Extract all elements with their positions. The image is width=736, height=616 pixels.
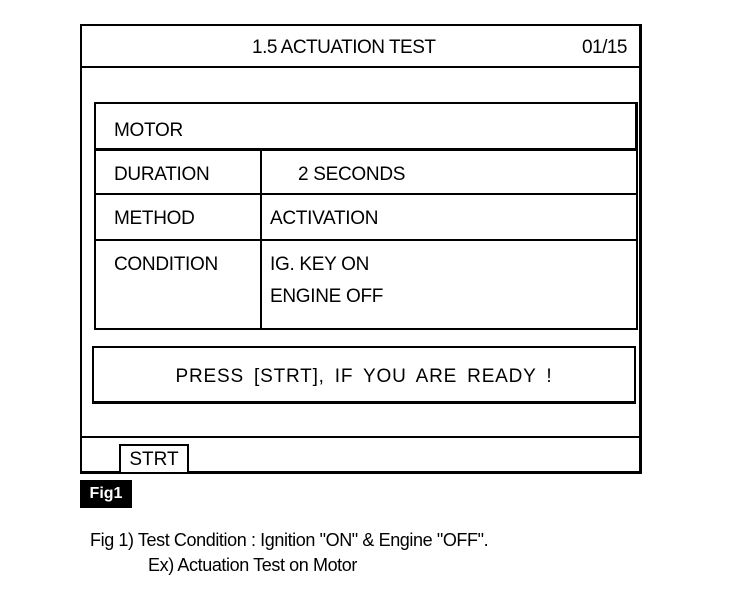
actuation-test-table [94, 102, 638, 330]
caption-line-1: Fig 1) Test Condition : Ignition "ON" & Engine "OFF". [90, 530, 489, 550]
caption-line-2: Ex) Actuation Test on Motor [148, 555, 357, 575]
screen-title: 1.5 ACTUATION TEST [252, 37, 436, 58]
condition-value-line1: IG. KEY ON [270, 254, 370, 275]
duration-row [95, 150, 637, 195]
method-value: ACTIVATION [270, 208, 379, 229]
condition-label-cell [95, 240, 261, 329]
condition-label: CONDITION [114, 254, 218, 275]
method-value-cell [261, 194, 637, 240]
strt-button[interactable]: STRT [119, 444, 189, 472]
test-item-cell [95, 103, 637, 150]
title-bar [82, 26, 639, 68]
page-indicator: 01/15 [581, 37, 627, 58]
scan-tool-screen [80, 24, 642, 474]
test-item-row [95, 103, 637, 150]
ready-prompt: PRESS [STRT], IF YOU ARE READY ! [92, 346, 636, 404]
test-item-label: MOTOR [114, 120, 183, 141]
softkey-divider [82, 436, 639, 438]
condition-value-cell [261, 240, 637, 329]
condition-row [95, 240, 637, 329]
duration-label-cell [95, 150, 261, 195]
method-label: METHOD [114, 208, 195, 229]
condition-value-line2: ENGINE OFF [270, 286, 384, 307]
duration-value-cell [261, 150, 637, 195]
figure-badge: Fig1 [80, 480, 132, 508]
duration-label: DURATION [114, 164, 210, 185]
method-row [95, 194, 637, 240]
figure-caption [90, 528, 488, 578]
method-label-cell [95, 194, 261, 240]
duration-value: 2 SECONDS [298, 164, 406, 185]
